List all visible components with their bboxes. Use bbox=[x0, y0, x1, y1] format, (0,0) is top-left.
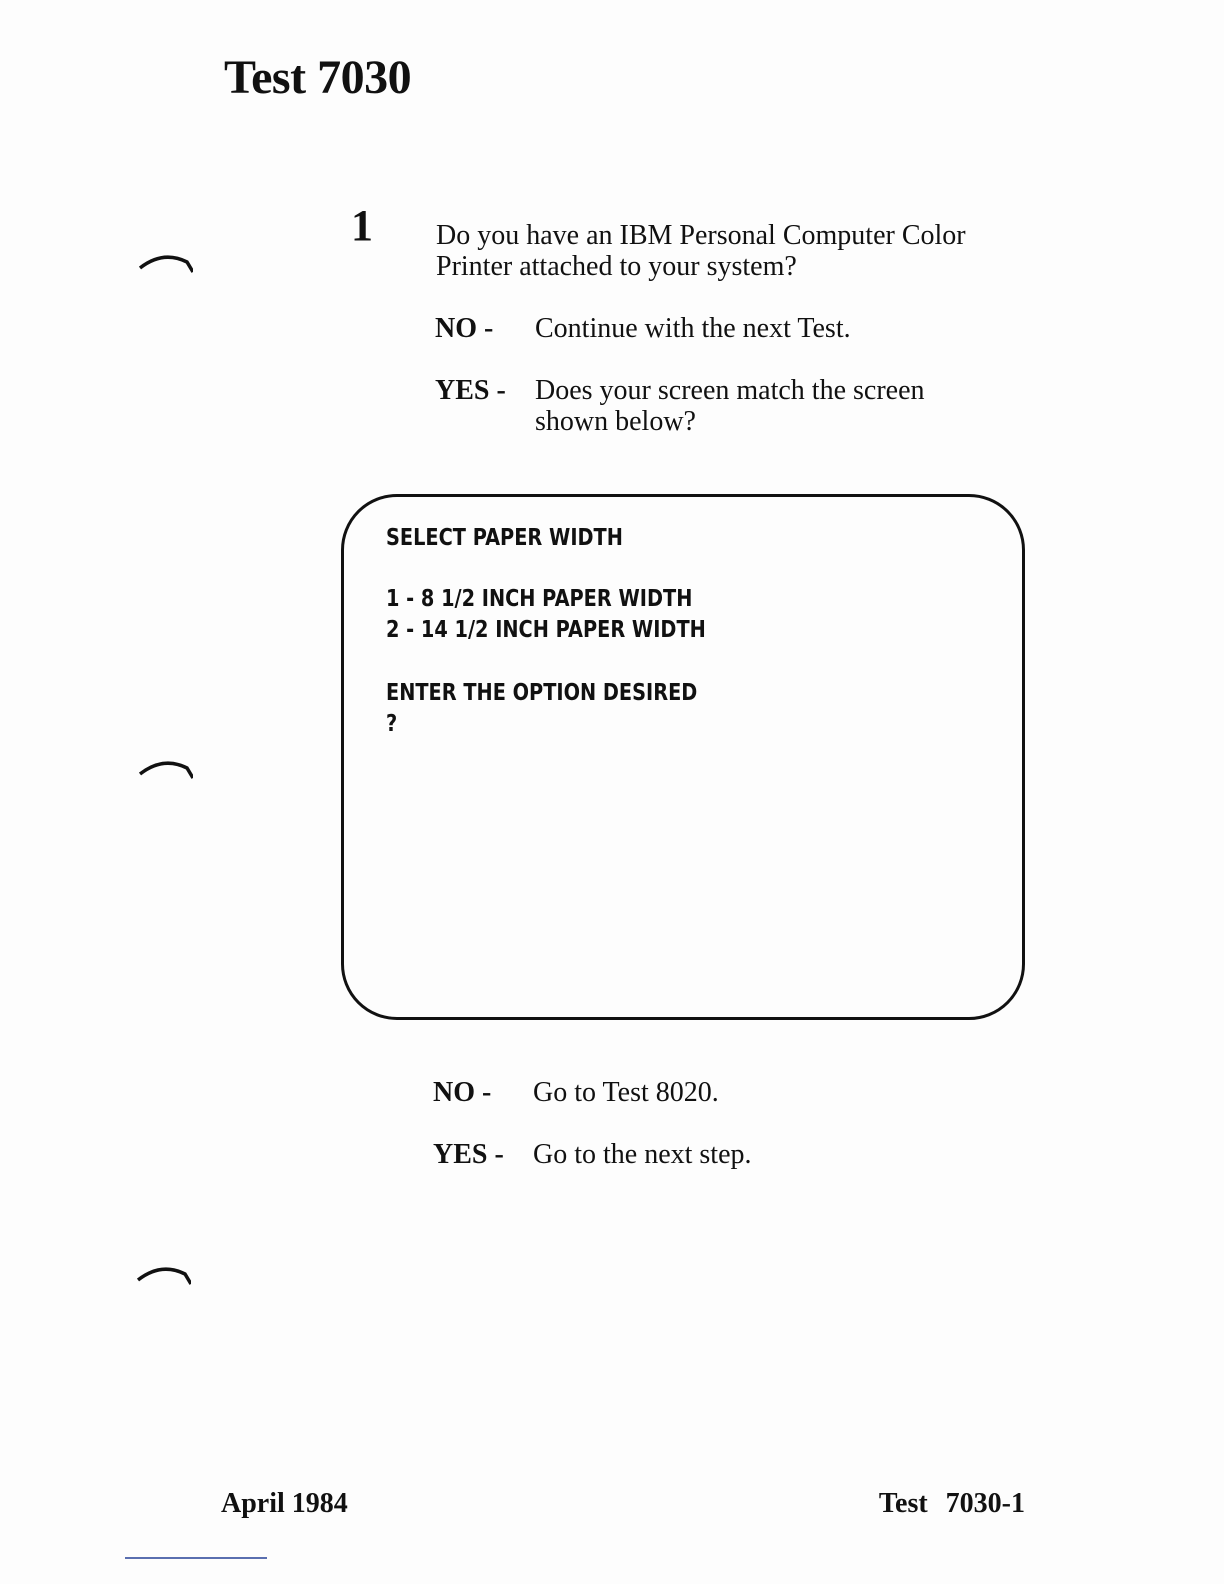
screen-option-1: 1 - 8 1/2 INCH PAPER WIDTH bbox=[386, 586, 693, 612]
answer-text: Continue with the next Test. bbox=[535, 313, 851, 344]
answer-label: NO - bbox=[433, 1077, 492, 1108]
answer-label: YES - bbox=[433, 1139, 504, 1170]
footer-date: April 1984 bbox=[221, 1488, 348, 1519]
binder-hole-mark-icon bbox=[135, 1258, 191, 1298]
footer-page-prefix: Test bbox=[878, 1488, 928, 1519]
step-number: 1 bbox=[351, 201, 373, 250]
answer-no-second bbox=[433, 1077, 1053, 1108]
scan-edge-line bbox=[125, 1557, 267, 1559]
screen-cursor: ? bbox=[386, 711, 398, 737]
step-question: Do you have an IBM Personal Computer Color Printer attached to your system? bbox=[436, 220, 966, 282]
answer-text: Does your screen match the screen shown below? bbox=[535, 375, 925, 437]
answer-yes-second bbox=[433, 1139, 1053, 1170]
footer-page-id: 7030-1 bbox=[945, 1488, 1025, 1519]
footer-page-number bbox=[879, 1488, 1025, 1520]
page-title: Test 7030 bbox=[224, 51, 412, 104]
screen-prompt: ENTER THE OPTION DESIRED bbox=[386, 680, 698, 706]
answer-no-first bbox=[435, 313, 1055, 344]
screen-display-frame bbox=[341, 494, 1025, 1020]
answer-label: NO - bbox=[435, 313, 494, 344]
answer-text: Go to the next step. bbox=[533, 1139, 752, 1170]
answer-text: Go to Test 8020. bbox=[533, 1077, 719, 1108]
screen-option-2: 2 - 14 1/2 INCH PAPER WIDTH bbox=[386, 617, 706, 643]
binder-hole-mark-icon bbox=[137, 246, 193, 286]
answer-label: YES - bbox=[435, 375, 506, 406]
answer-yes-first bbox=[435, 375, 1055, 437]
screen-heading: SELECT PAPER WIDTH bbox=[386, 525, 623, 551]
binder-hole-mark-icon bbox=[137, 752, 193, 792]
